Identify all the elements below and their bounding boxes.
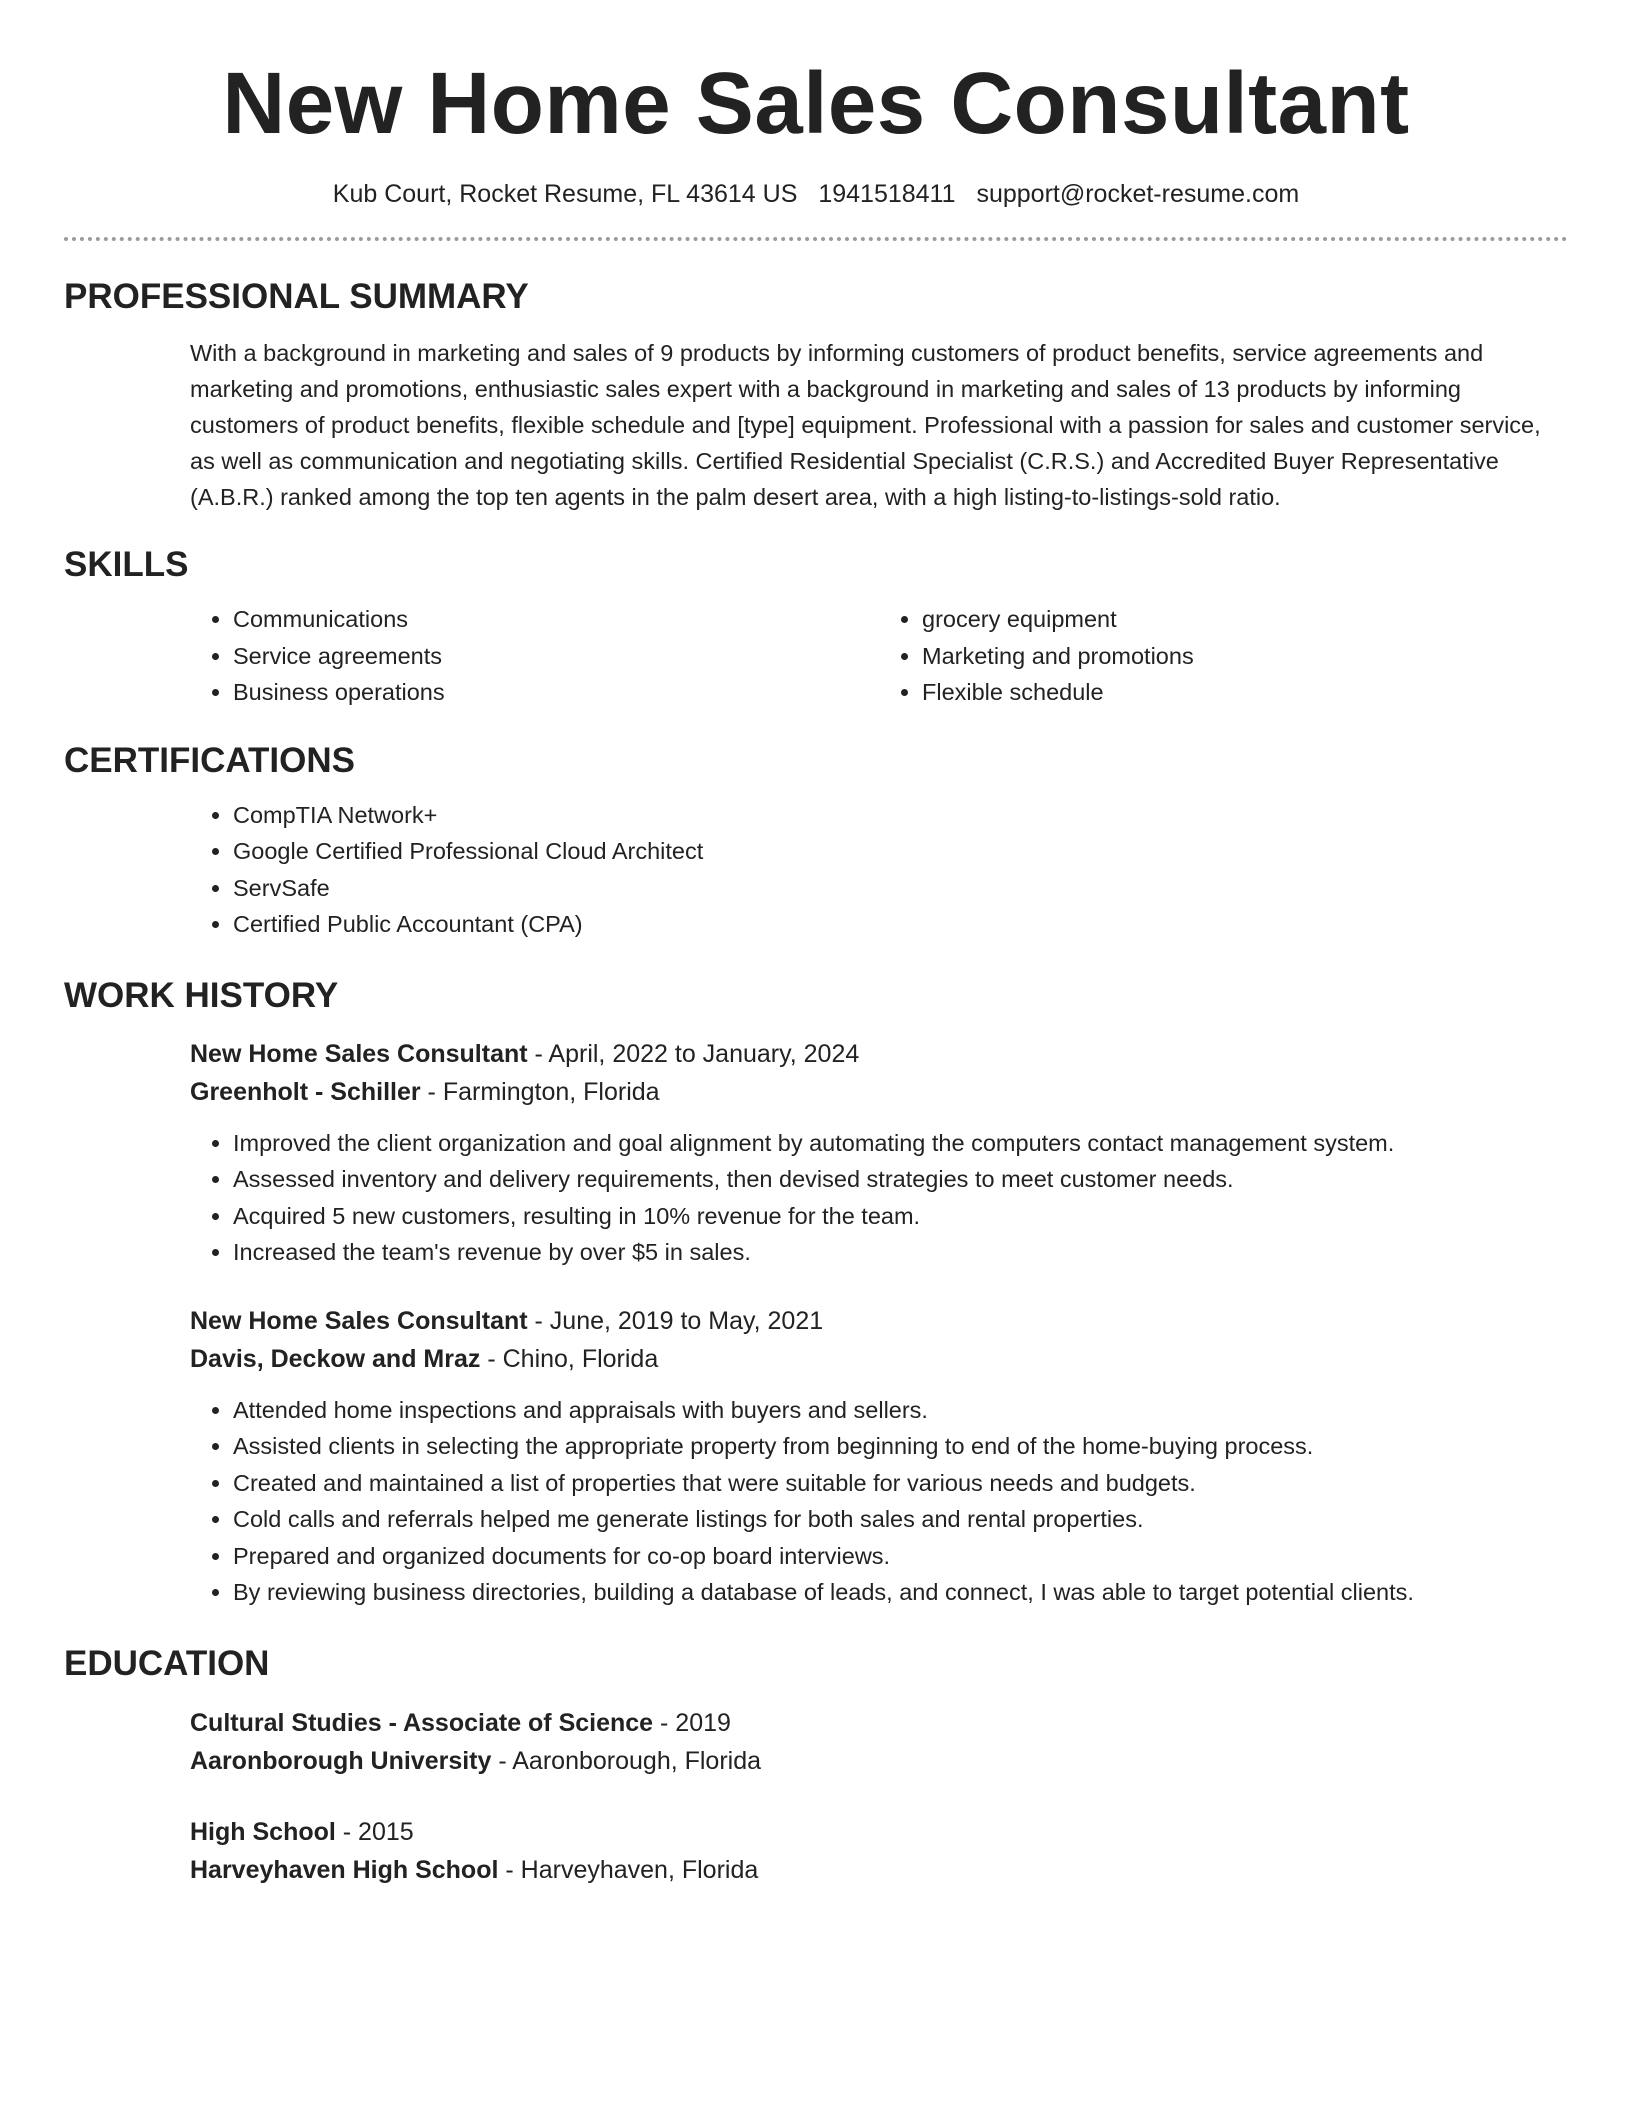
job-bullet: • Acquired 5 new customers, resulting in 10% revenue for the team.	[233, 1198, 1568, 1235]
certifications-section	[64, 739, 1568, 943]
job-company: Greenholt - Schiller	[190, 1077, 421, 1106]
job-title-line	[190, 1302, 1568, 1340]
job-bullet: • By reviewing business directories, building a database of leads, and connect, I was able to target potential clients.	[233, 1574, 1568, 1611]
certification-item: • Google Certified Professional Cloud Architect	[233, 833, 1568, 870]
skills-column-right	[879, 601, 1568, 711]
certification-item: • CompTIA Network+	[233, 797, 1568, 834]
job-role: New Home Sales Consultant	[190, 1306, 528, 1335]
job-bullet: • Increased the team's revenue by over $5 in sales.	[233, 1234, 1568, 1271]
certification-item: • ServSafe	[233, 870, 1568, 907]
candidate-name: New Home Sales Consultant	[222, 55, 1410, 152]
skill-item: • Marketing and promotions	[922, 638, 1568, 675]
section-title-certifications: CERTIFICATIONS	[64, 740, 356, 780]
school-name: Harveyhaven High School	[190, 1855, 499, 1884]
job-title-line	[190, 1035, 1568, 1073]
resume-header	[64, 0, 1568, 241]
resume-page	[64, 0, 1568, 1889]
job-dates: - June, 2019 to May, 2021	[527, 1306, 824, 1335]
job-dates: - April, 2022 to January, 2024	[527, 1039, 860, 1068]
skill-item: • Communications	[233, 601, 879, 638]
skill-item: • Business operations	[233, 674, 879, 711]
education-section	[64, 1642, 1568, 1889]
job-bullet: • Assisted clients in selecting the appropriate property from beginning to end of the home-buying process.	[233, 1428, 1568, 1465]
job-bullet: • Created and maintained a list of properties that were suitable for various needs and budgets.	[233, 1465, 1568, 1502]
school-line	[190, 1851, 1568, 1889]
certifications-list	[190, 797, 1568, 943]
summary-text: With a background in marketing and sales of 9 products by informing customers of product benefits, service agreements and marketing and promotions, enthusiastic sales expert with a background in marketing and sales of 13 products by informing customers of product benefits, flexible schedule and [type] equipment. Professional with a passion for sales and customer service, as well as communication and negotiating skills. Certified Residential Specialist (C.R.S.) and Accredited Buyer Representative (A.B.R.) ranked among the top ten agents in the palm desert area, with a high listing-to-listings-sold ratio.	[190, 340, 1541, 510]
section-title-summary: PROFESSIONAL SUMMARY	[64, 277, 529, 316]
skill-item: • Flexible schedule	[922, 674, 1568, 711]
job-company: Davis, Deckow and Mraz	[190, 1344, 481, 1373]
job-bullet: • Improved the client organization and goal alignment by automating the computers contact management system.	[233, 1125, 1568, 1162]
header-divider	[64, 237, 1568, 241]
degree-line	[190, 1704, 1568, 1742]
degree-line	[190, 1813, 1568, 1851]
section-title-education: EDUCATION	[64, 1643, 270, 1683]
job-bullet: • Attended home inspections and appraisals with buyers and sellers.	[233, 1392, 1568, 1429]
job-location: - Farmington, Florida	[420, 1077, 660, 1106]
job-bullet: • Prepared and organized documents for co-op board interviews.	[233, 1538, 1568, 1575]
graduation-year: - 2015	[335, 1817, 414, 1846]
job-bullets	[190, 1125, 1568, 1271]
contact-line	[64, 178, 1568, 210]
job-entry	[190, 1035, 1568, 1271]
job-role: New Home Sales Consultant	[190, 1039, 528, 1068]
section-title-work-history: WORK HISTORY	[64, 975, 339, 1015]
job-company-line	[190, 1340, 1568, 1378]
skill-item: • Service agreements	[233, 638, 879, 675]
school-location: - Harveyhaven, Florida	[498, 1855, 759, 1884]
degree: High School	[190, 1817, 336, 1846]
education-entry	[190, 1704, 1568, 1780]
degree: Cultural Studies - Associate of Science	[190, 1708, 654, 1737]
skills-list	[190, 601, 1568, 711]
summary-section	[64, 275, 1568, 515]
certification-item: • Certified Public Accountant (CPA)	[233, 906, 1568, 943]
address: Kub Court, Rocket Resume, FL 43614 US	[332, 180, 798, 208]
job-company-line	[190, 1073, 1568, 1111]
section-title-skills: SKILLS	[64, 545, 189, 584]
skill-item: • grocery equipment	[922, 601, 1568, 638]
job-location: - Chino, Florida	[480, 1344, 659, 1373]
email: support@rocket-resume.com	[976, 180, 1300, 208]
school-name: Aaronborough University	[190, 1746, 492, 1775]
school-location: - Aaronborough, Florida	[491, 1746, 762, 1775]
work-history-section	[64, 974, 1568, 1611]
job-bullet: • Assessed inventory and delivery requirements, then devised strategies to meet customer needs.	[233, 1161, 1568, 1198]
job-bullet: • Cold calls and referrals helped me generate listings for both sales and rental properties.	[233, 1501, 1568, 1538]
school-line	[190, 1742, 1568, 1780]
phone: 1941518411	[818, 180, 956, 208]
skills-column-left	[190, 601, 879, 711]
graduation-year: - 2019	[653, 1708, 731, 1737]
job-bullets	[190, 1392, 1568, 1611]
job-entry	[190, 1302, 1568, 1611]
education-entry	[190, 1813, 1568, 1889]
skills-section	[64, 543, 1568, 711]
